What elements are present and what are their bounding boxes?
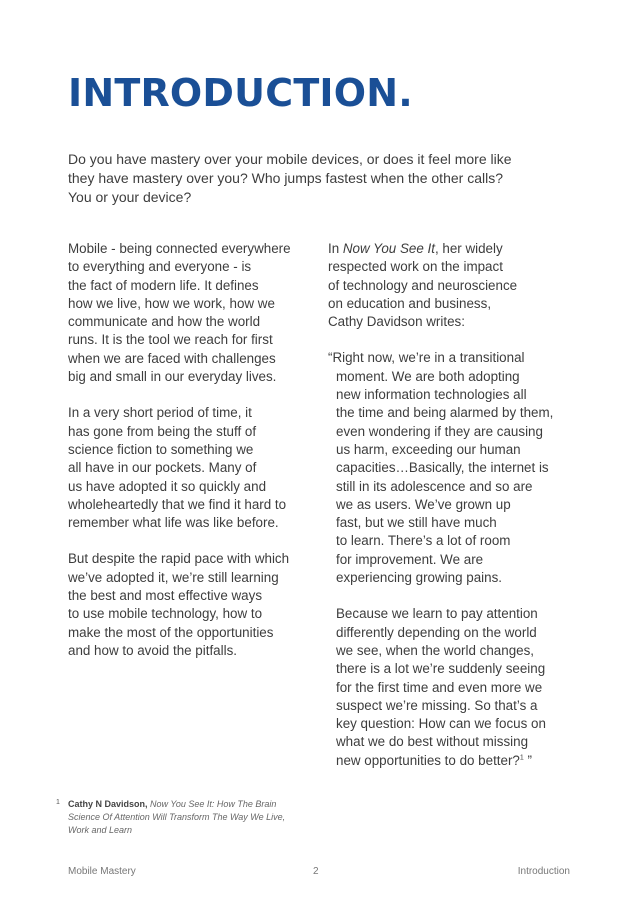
lead-prefix: In bbox=[328, 241, 343, 256]
footer-page-number: 2 bbox=[313, 866, 319, 877]
text-line: wholeheartedly that we find it hard to bbox=[68, 496, 287, 512]
text-line: when we are faced with challenges bbox=[68, 350, 276, 366]
text-line: the time and being alarmed by them, bbox=[336, 405, 554, 421]
footnote bbox=[56, 798, 316, 837]
text-line: key question: How can we focus on bbox=[336, 716, 546, 732]
text-line: still in its adolescence and so are bbox=[336, 478, 533, 494]
text-line: Right now, we’re in a transitional bbox=[332, 350, 525, 366]
text-line: of technology and neuroscience bbox=[328, 277, 518, 293]
footnote-title: Work and Learn bbox=[68, 825, 133, 835]
text-line: the best and most effective ways bbox=[68, 588, 263, 604]
text-line: to learn. There’s a lot of room bbox=[336, 533, 511, 549]
intro-paragraph bbox=[68, 150, 568, 207]
text-line: experiencing growing pains. bbox=[336, 570, 502, 586]
text-line: even wondering if they are causing bbox=[336, 423, 543, 439]
left-paragraph-2 bbox=[68, 404, 318, 532]
text-line: how we live, how we work, how we bbox=[68, 295, 275, 311]
footnote-reference[interactable]: 1 bbox=[519, 754, 524, 762]
close-quote-mark: ” bbox=[523, 752, 532, 768]
text-line: for the first time and even more we bbox=[336, 679, 543, 695]
text-line: new opportunities to do better? bbox=[336, 752, 520, 768]
text-line: we as users. We’ve grown up bbox=[336, 496, 511, 512]
text-line: differently depending on the world bbox=[336, 624, 537, 640]
footer-section-name: Introduction bbox=[517, 866, 570, 877]
text-line: for improvement. We are bbox=[336, 551, 484, 567]
text-line: big and small in our everyday lives. bbox=[68, 369, 277, 385]
text-line: respected work on the impact bbox=[328, 259, 503, 275]
footer-document-title: Mobile Mastery bbox=[68, 866, 136, 877]
text-line: runs. It is the tool we reach for first bbox=[68, 332, 273, 348]
intro-line: Do you have mastery over your mobile devices, or does it feel more like bbox=[68, 151, 512, 167]
text-line: there is a lot we’re suddenly seeing bbox=[336, 661, 546, 677]
text-line: we’ve adopted it, we’re still learning bbox=[68, 569, 279, 585]
quote-paragraph-2 bbox=[336, 605, 588, 770]
footnote-text bbox=[68, 798, 316, 837]
text-line: to everything and everyone - is bbox=[68, 259, 252, 275]
text-line: suspect we’re missing. So that’s a bbox=[336, 697, 538, 713]
text-line: new information technologies all bbox=[336, 387, 527, 403]
quote-paragraph-1 bbox=[328, 349, 588, 587]
text-line: fast, but we still have much bbox=[336, 515, 497, 531]
book-title: Now You See It bbox=[342, 241, 435, 256]
intro-line: they have mastery over you? Who jumps fastest when the other calls? bbox=[68, 170, 503, 186]
text-line: to use mobile technology, how to bbox=[68, 606, 263, 622]
footnote-number: 1 bbox=[56, 799, 60, 806]
footnote-title: Science Of Attention Will Transform The Way We Live, bbox=[68, 812, 286, 822]
lead-suffix: , her widely bbox=[434, 241, 503, 256]
footnote-title: Now You See It: How The Brain bbox=[147, 799, 277, 809]
page-title: INTRODUCTION. bbox=[68, 71, 413, 115]
lead-paragraph bbox=[328, 240, 588, 331]
footnote-author: Cathy N Davidson, bbox=[68, 799, 148, 809]
text-line: us harm, exceeding our human bbox=[336, 441, 521, 457]
right-column bbox=[328, 240, 588, 788]
text-line: Because we learn to pay attention bbox=[336, 606, 538, 622]
text-line: capacities…Basically, the internet is bbox=[336, 460, 549, 476]
text-line: In a very short period of time, it bbox=[68, 405, 252, 421]
text-line: we see, when the world changes, bbox=[336, 642, 535, 658]
left-paragraph-3 bbox=[68, 550, 318, 660]
text-line: has gone from being the stuff of bbox=[68, 423, 257, 439]
text-line: But despite the rapid pace with which bbox=[68, 551, 290, 567]
text-line: on education and business, bbox=[328, 295, 492, 311]
left-column bbox=[68, 240, 318, 678]
text-line: Mobile - being connected everywhere bbox=[68, 241, 291, 256]
text-line: make the most of the opportunities bbox=[68, 624, 274, 640]
text-line: what we do best without missing bbox=[336, 734, 529, 750]
left-paragraph-1 bbox=[68, 240, 318, 386]
block-quote bbox=[328, 349, 588, 770]
open-quote-mark: “ bbox=[328, 350, 333, 366]
text-line: and how to avoid the pitfalls. bbox=[68, 642, 237, 658]
text-line: moment. We are both adopting bbox=[336, 368, 520, 384]
text-line: communicate and how the world bbox=[68, 314, 261, 330]
text-line: Cathy Davidson writes: bbox=[328, 314, 465, 330]
text-line: remember what life was like before. bbox=[68, 515, 279, 531]
text-line: the fact of modern life. It defines bbox=[68, 277, 259, 293]
text-line: us have adopted it so quickly and bbox=[68, 478, 267, 494]
intro-line: You or your device? bbox=[68, 189, 192, 205]
text-line: all have in our pockets. Many of bbox=[68, 460, 257, 476]
text-line: science fiction to something we bbox=[68, 441, 254, 457]
